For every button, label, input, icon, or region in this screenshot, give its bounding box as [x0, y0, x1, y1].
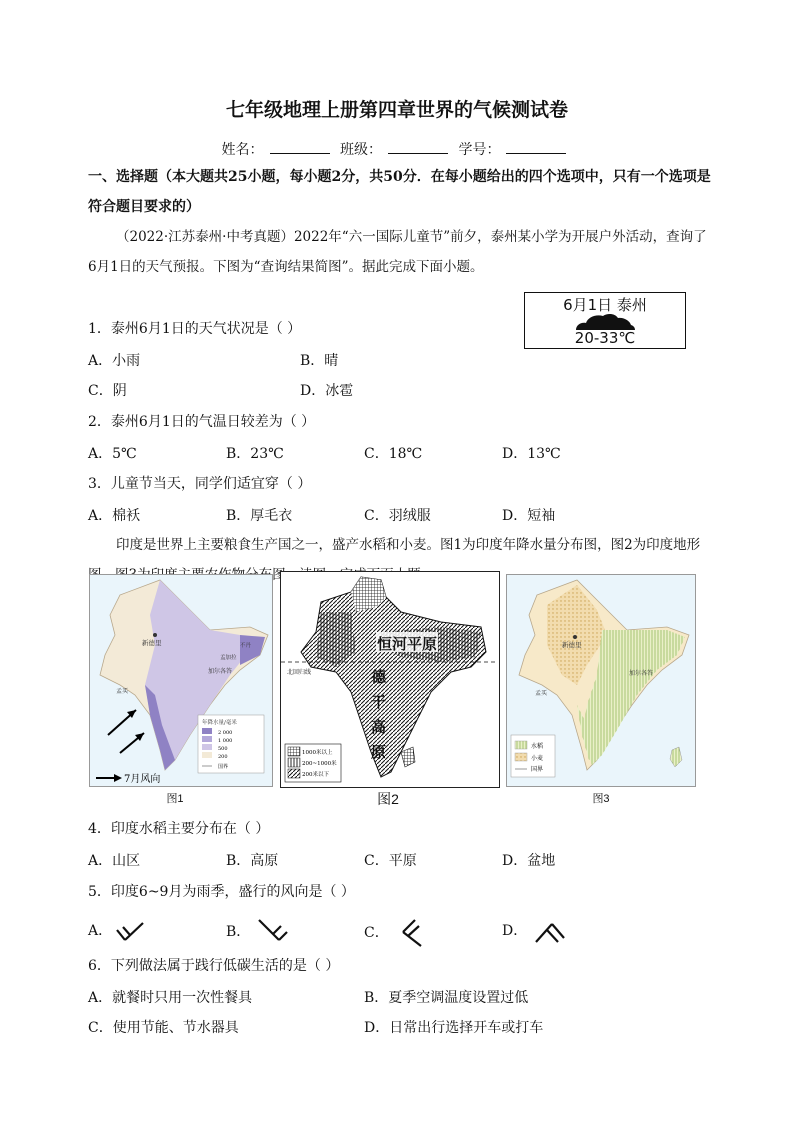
- q5-option-c[interactable]: [364, 918, 425, 948]
- weather-forecast-box: [524, 292, 686, 349]
- q5-option-d-label: D．: [502, 923, 528, 939]
- fig3-delhi-label: 新德里: [562, 641, 582, 649]
- q5-option-d[interactable]: [502, 918, 566, 944]
- q4-option-d[interactable]: D．盆地: [502, 853, 556, 869]
- q1-option-a[interactable]: A．小雨: [88, 353, 141, 369]
- question-6-stem: 6．下列做法属于践行低碳生活的是（ ）: [88, 958, 340, 974]
- question-1-stem: 1．泰州6月1日的天气状况是（ ）: [88, 321, 302, 337]
- terrain-map-graphic: [281, 572, 498, 786]
- q6-option-d[interactable]: D．日常出行选择开车或打车: [364, 1020, 544, 1036]
- wind-symbol-d-icon: [534, 918, 566, 944]
- fig1-legend-v1: 2 000: [218, 730, 233, 736]
- figure-3-crop-map: [506, 574, 696, 787]
- weather-date-city: 6月1日 泰州: [563, 296, 647, 314]
- name-blank[interactable]: [270, 141, 330, 154]
- fig1-bangladesh-label: 孟加拉: [220, 655, 237, 661]
- q2-option-d[interactable]: D．13℃: [502, 446, 561, 462]
- fig1-legend-v3: 500: [218, 746, 228, 752]
- q4-option-a[interactable]: A．山区: [88, 853, 141, 869]
- q5-option-a[interactable]: [88, 918, 147, 944]
- q6-option-b[interactable]: B．夏季空调温度设置过低: [364, 990, 529, 1006]
- q3-option-d[interactable]: D．短袖: [502, 508, 556, 524]
- fig1-legend-title: 年降水量/毫米: [202, 720, 237, 726]
- figure-1-rainfall-map: [89, 574, 273, 787]
- question-5-stem: 5．印度6~9月为雨季，盛行的风向是（ ）: [88, 884, 355, 900]
- q1-option-b[interactable]: B．晴: [300, 353, 339, 369]
- fig2-legend-l1: 1000米以上: [302, 750, 333, 756]
- question-4-stem: 4．印度水稻主要分布在（ ）: [88, 821, 270, 837]
- figure-2-terrain-map: [280, 571, 500, 788]
- wind-symbol-a-icon: [115, 918, 147, 944]
- fig1-mumbai-label: 孟买: [116, 688, 129, 695]
- fig3-kolkata-label: 加尔各答: [629, 670, 654, 677]
- rainfall-map-graphic: [90, 575, 272, 786]
- fig1-bhutan-label: 不丹: [240, 643, 252, 649]
- fig1-delhi-label: 新德里: [142, 639, 162, 647]
- q6-option-c[interactable]: C．使用节能、节水器具: [88, 1020, 239, 1036]
- name-label: 姓名：: [221, 142, 264, 158]
- id-label: 学号：: [458, 142, 501, 158]
- crop-map-graphic: [507, 575, 695, 786]
- wind-symbol-b-icon: [257, 918, 289, 946]
- question-3-stem: 3．儿童节当天，同学们适宜穿（ ）: [88, 476, 312, 492]
- fig2-legend-l3: 200米以下: [302, 772, 329, 778]
- question-2-stem: 2．泰州6月1日的气温日较差为（ ）: [88, 414, 316, 430]
- fig1-wind-label: 7月风向: [124, 774, 161, 785]
- fig3-legend-wheat: 小麦: [531, 755, 544, 762]
- student-info: [0, 139, 794, 159]
- fig2-plateau-char-4: 原: [371, 743, 387, 761]
- weather-temperature: 20-33℃: [574, 329, 636, 347]
- q3-option-a[interactable]: A．棉袄: [88, 508, 141, 524]
- passage-2: 印度是世界上主要粮食生产国之一，盛产水稻和小麦。图1为印度年降水量分布图，图2为印度地形 分布图。读: [116, 537, 701, 583]
- fig3-legend-rice: 水稻: [531, 743, 544, 750]
- q6-option-a[interactable]: A．就餐时只用一次性餐具: [88, 990, 253, 1006]
- q4-option-c[interactable]: C．平原: [364, 853, 417, 869]
- q3-option-c[interactable]: C．羽绒服: [364, 508, 431, 524]
- q2-option-a[interactable]: A．5℃: [88, 446, 137, 462]
- figure-2-caption: 图2: [377, 791, 399, 807]
- q5-option-b[interactable]: [226, 918, 289, 946]
- fig1-legend-border: 国界: [218, 764, 229, 770]
- q4-option-b[interactable]: B．高原: [226, 853, 279, 869]
- id-blank[interactable]: [506, 141, 566, 154]
- fig1-kolkata-label: 加尔各答: [208, 668, 233, 675]
- q2-option-b[interactable]: B．23℃: [226, 446, 284, 462]
- fig2-tropic-label: 北回归线: [287, 669, 312, 676]
- fig2-plateau-char-1: 德: [371, 668, 387, 686]
- q5-option-b-label: B．: [226, 924, 251, 940]
- class-blank[interactable]: [388, 141, 448, 154]
- section-heading: 一、选择题（本大题共25小题，每小题2分，共50分．在每小题给出的四个选项中，只有一个选项是符合题目要求的）: [88, 169, 711, 215]
- fig1-legend-v4: 200: [218, 754, 228, 760]
- fig2-plain-label: 恒河平原: [377, 635, 438, 653]
- fig3-legend-border: 国界: [531, 766, 544, 773]
- exam-title: 七年级地理上册第四章世界的气候测试卷: [225, 99, 568, 121]
- wind-symbol-c-icon: [399, 918, 425, 948]
- q5-option-c-label: C．: [364, 925, 389, 941]
- figure-3-caption: 图3: [592, 793, 610, 805]
- fig2-legend-l2: 200~1000米: [302, 761, 337, 767]
- fig3-mumbai-label: 孟买: [535, 690, 548, 697]
- fig2-plateau-char-2: 干: [371, 693, 387, 711]
- q2-option-c[interactable]: C．18℃: [364, 446, 423, 462]
- fig2-plateau-char-3: 高: [371, 718, 387, 736]
- fig1-legend-v2: 1 000: [218, 738, 233, 744]
- q1-option-c[interactable]: C．阴: [88, 383, 127, 399]
- class-label: 班级：: [340, 142, 382, 158]
- figure-1-caption: 图1: [166, 793, 184, 805]
- q3-option-b[interactable]: B．厚毛衣: [226, 508, 293, 524]
- q5-option-a-label: A．: [88, 923, 113, 939]
- passage-1: （2022·江苏泰州·中考真题）2022年“六一国际儿童节”前夕，泰州某小学为开展户外活动，查询了6月1日的天气预报。下图为“查询结果简图”。据此完成下面小题。: [88, 229, 707, 275]
- q1-option-d[interactable]: D．冰雹: [300, 383, 354, 399]
